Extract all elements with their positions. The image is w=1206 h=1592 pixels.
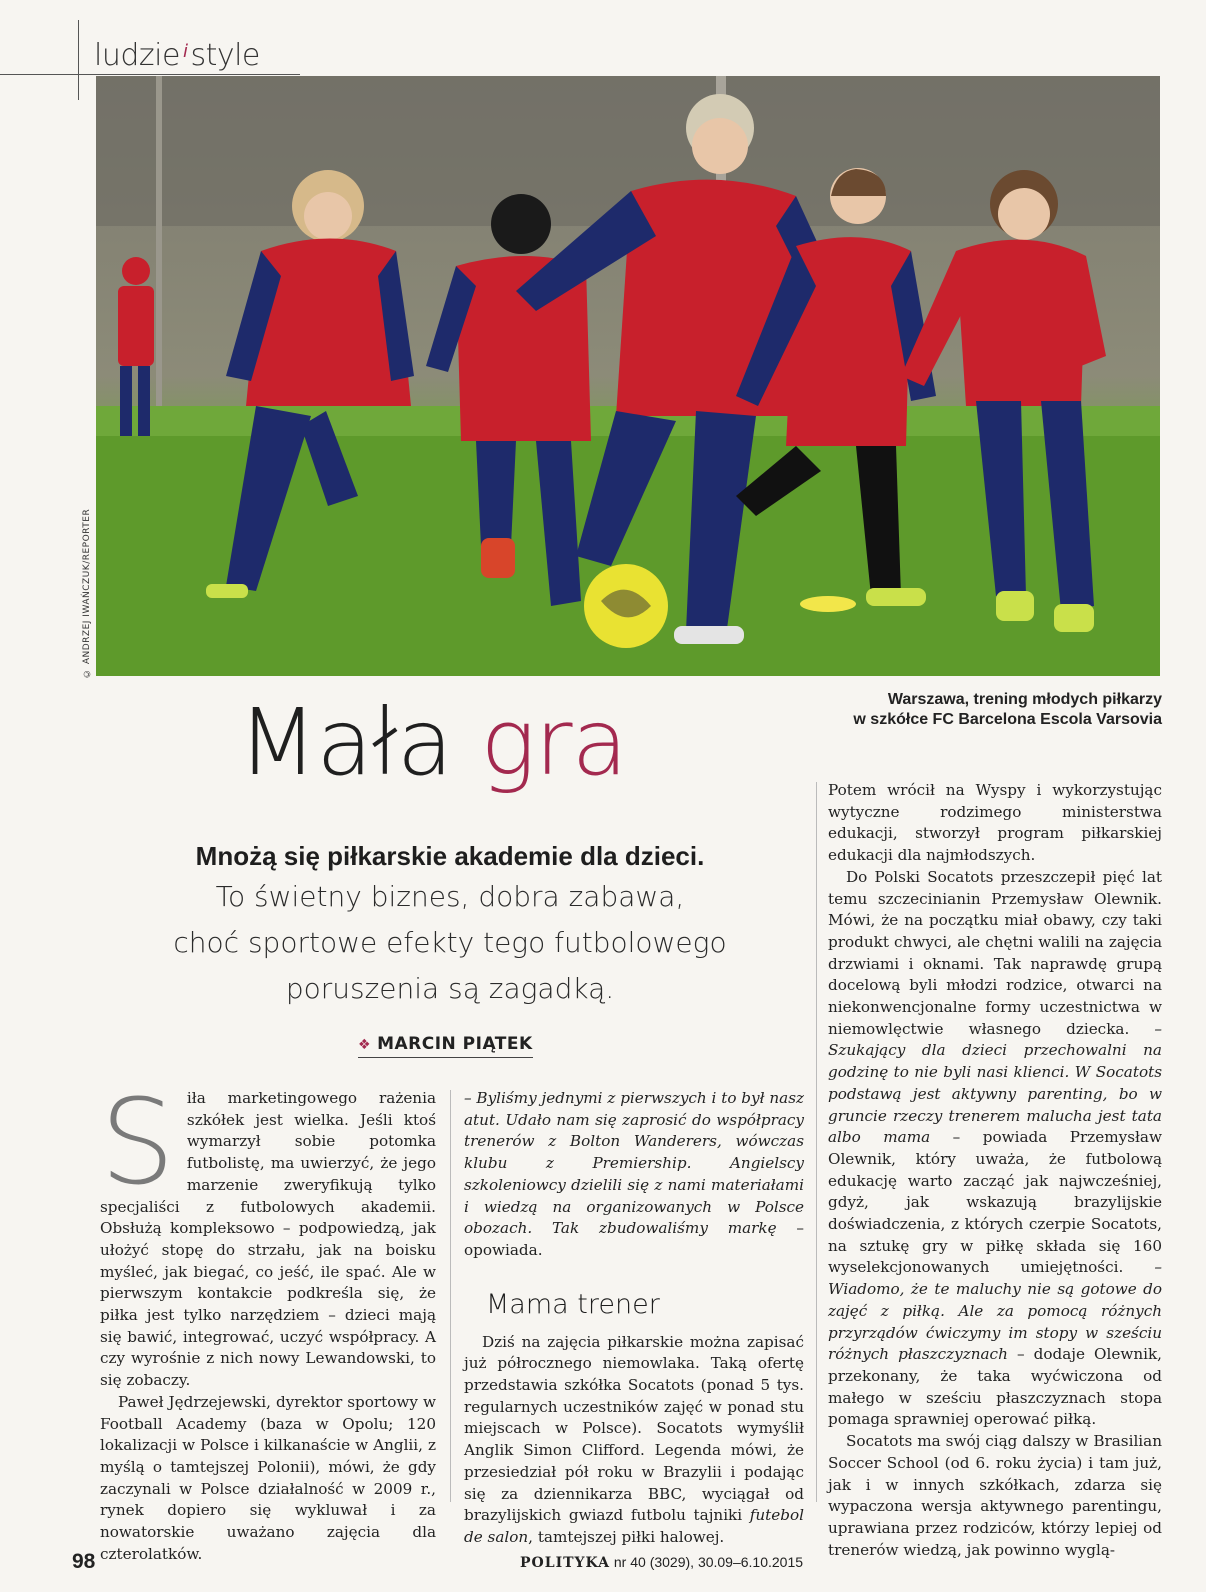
lead-line-3: poruszenia są zagadką.	[285, 972, 615, 1005]
headline-part1: Mała	[238, 689, 453, 796]
page-number: 98	[72, 1550, 96, 1573]
headline-part2: gra	[480, 689, 627, 796]
issue-info	[520, 1554, 803, 1571]
subheading: Mama trener	[486, 1288, 660, 1320]
article-column-1	[100, 1073, 436, 1565]
byline-author: MARCIN PIĄTEK	[377, 1034, 533, 1054]
paragraph-text: – powiada Przemysław Olewnik, który uważa, że futbolową edukację warto zacząć jak najwcześniej, gdyż, jak wskazują brazylijskie doświadczenia, z których czerpie Socatots, na sztukę gry w piłkę składa się 160 wyselekcjonowanych umiejętności.	[828, 1128, 1162, 1277]
photo-caption	[832, 690, 1162, 730]
photo-caption-line2: w szkółce FC Barcelona Escola Varsovia	[853, 711, 1162, 728]
paragraph: Potem wrócił na Wyspy i wykorzystując wytyczne rodzimego ministerstwa edukacji, stworzył program piłkarskiej edukacji dla najmłodszych.	[828, 781, 1162, 865]
magazine-name: POLITYKA	[520, 1555, 610, 1571]
section-rule	[0, 74, 300, 75]
column-divider	[816, 782, 817, 1502]
paragraph-text: , tamtejszej piłki halowej.	[528, 1527, 725, 1546]
diamond-icon: ❖	[358, 1037, 372, 1053]
paragraph	[464, 1088, 804, 1262]
article-column-2	[464, 1088, 804, 1549]
paragraph-text: – dodaje Olewnik, przekonany, że taka wyćwiczona od małego w sześciu płaszczyznach stopa pomaga sprawniej operować piłką.	[828, 1345, 1163, 1429]
section-label-amp: i	[182, 41, 188, 62]
paragraph	[464, 1332, 804, 1549]
lead-line-2: choć sportowe efekty tego futbolowego	[173, 926, 727, 959]
lead-line-1: To świetny biznes, dobra zabawa,	[215, 880, 685, 913]
quote-italic: – Wiadomo, że te maluchy nie są gotowe do zajęć z piłką. Ale za pomocą różnych przyrządów ćwiczymy im stopy w sześciu różnych płaszczyznach	[828, 1258, 1162, 1364]
lead	[100, 838, 800, 1012]
paragraph: Socatots ma swój ciąg dalszy w Brasilian Soccer School (od 6. roku życia) i tam już, jak i w innych szkółkach, zdarza się wypaczona wersja aktywnego parentingu, uprawiana przez rodziców, którzy lepiej od trenerów wiedzą, jak powinno wyglą-	[828, 1432, 1162, 1559]
italic-term: futebol de salon	[464, 1506, 804, 1546]
column-divider	[450, 1090, 451, 1502]
headline	[238, 688, 627, 798]
article-column-3	[828, 780, 1162, 1561]
lead-bold: Mnożą się piłkarskie akademie dla dzieci.	[195, 841, 705, 871]
drop-cap: S	[100, 1073, 175, 1211]
issue-number: nr 40 (3029), 30.09–6.10.2015	[613, 1554, 804, 1570]
hero-photo	[96, 76, 1160, 676]
section-rule-vertical	[78, 20, 79, 100]
paragraph-text: iła marketingowego rażenia szkółek jest wielka. Jeśli ktoś wymarzył sobie potomka futbolistę, ma uwierzyć, że jego marzenie zweryfikują tylko specjaliści z futbolowych akademii. Obsłużą kompleksowo – podpowiedzą, jak ułożyć stopę do strzału, jak na boisku myśleć, jak biegać, co jeść, ile spać. Ale w pierwszym kontakcie podkreśla się, że piłka jest tylko narzędziem – dzieci mają się bawić, integrować, uczyć współpracy. A czy wyrośnie z nich nowy Lewandowski, to się zobaczy.	[100, 1089, 436, 1390]
quote-italic: – Byliśmy jednymi z pierwszych i to był nasz atut. Udało nam się zaprosić do współpracy trenerów z Bolton Wanderers, wówczas klubu z Premiership. Angielscy szkoleniowcy dzielili się z nami materiałami i wiedzą na organizowanych w Polsce obozach. Tak zbudowaliśmy markę	[464, 1089, 804, 1238]
paragraph	[828, 867, 1162, 1431]
section-label-left: ludzie	[94, 38, 180, 73]
byline	[358, 1034, 533, 1058]
section-label	[94, 38, 260, 73]
paragraph	[100, 1073, 436, 1392]
quote-italic: – Szukający dla dzieci przechowalni na godzinę to nie byli nasi klienci. W Socatots podstawą jest aktywny parenting, bo w gruncie rzeczy trenerem malucha jest tata albo mama	[828, 1019, 1162, 1147]
photo-credit: © ANDRZEJ IWAŃCZUK/REPORTER	[82, 508, 92, 678]
paragraph-text: – opowiada.	[464, 1219, 804, 1259]
football-training-illustration	[96, 76, 1160, 676]
paragraph-text: Dziś na zajęcia piłkarskie można zapisać już półrocznego niemowlaka. Taką ofertę przedstawia szkółka Socatots (ponad 5 tys. regularnych uczestników zajęć w ponad stu miejscach w Polsce). Socatots wymyślił Anglik Simon Clifford. Legenda mówi, że przesiedział pół roku w Brazylii i podając się za dziennikarza BBC, wyciągał od brazylijskich gwiazd futbolu tajniki	[464, 1332, 804, 1525]
section-label-right: style	[190, 38, 260, 73]
paragraph-text: Do Polski Socatots przeszczepił pięć lat temu szczecinianin Przemysław Olewnik. Mówi, że na początku miał obawy, czy taki produkt chwyci, ale chętni walili na zajęcia drzwiami i oknami. Tak naprawdę grupą docelową byli młodzi rodzice, otwarci na niekonwencjonalne formy uczestnictwa w niemowlęctwie własnego dziecka.	[828, 867, 1162, 1038]
photo-caption-line1: Warszawa, trening młodych piłkarzy	[887, 691, 1162, 708]
paragraph: Paweł Jędrzejewski, dyrektor sportowy w Football Academy (baza w Opolu; 120 lokalizacji w Polsce i kilkanaście w Anglii, z myślą o tamtejszej Polonii), mówi, że gdy zaczynali w Polsce działalność w 2009 r., rynek dopiero się wykluwał i za nowatorskie uważano zajęcia dla czterolatków.	[100, 1392, 436, 1563]
